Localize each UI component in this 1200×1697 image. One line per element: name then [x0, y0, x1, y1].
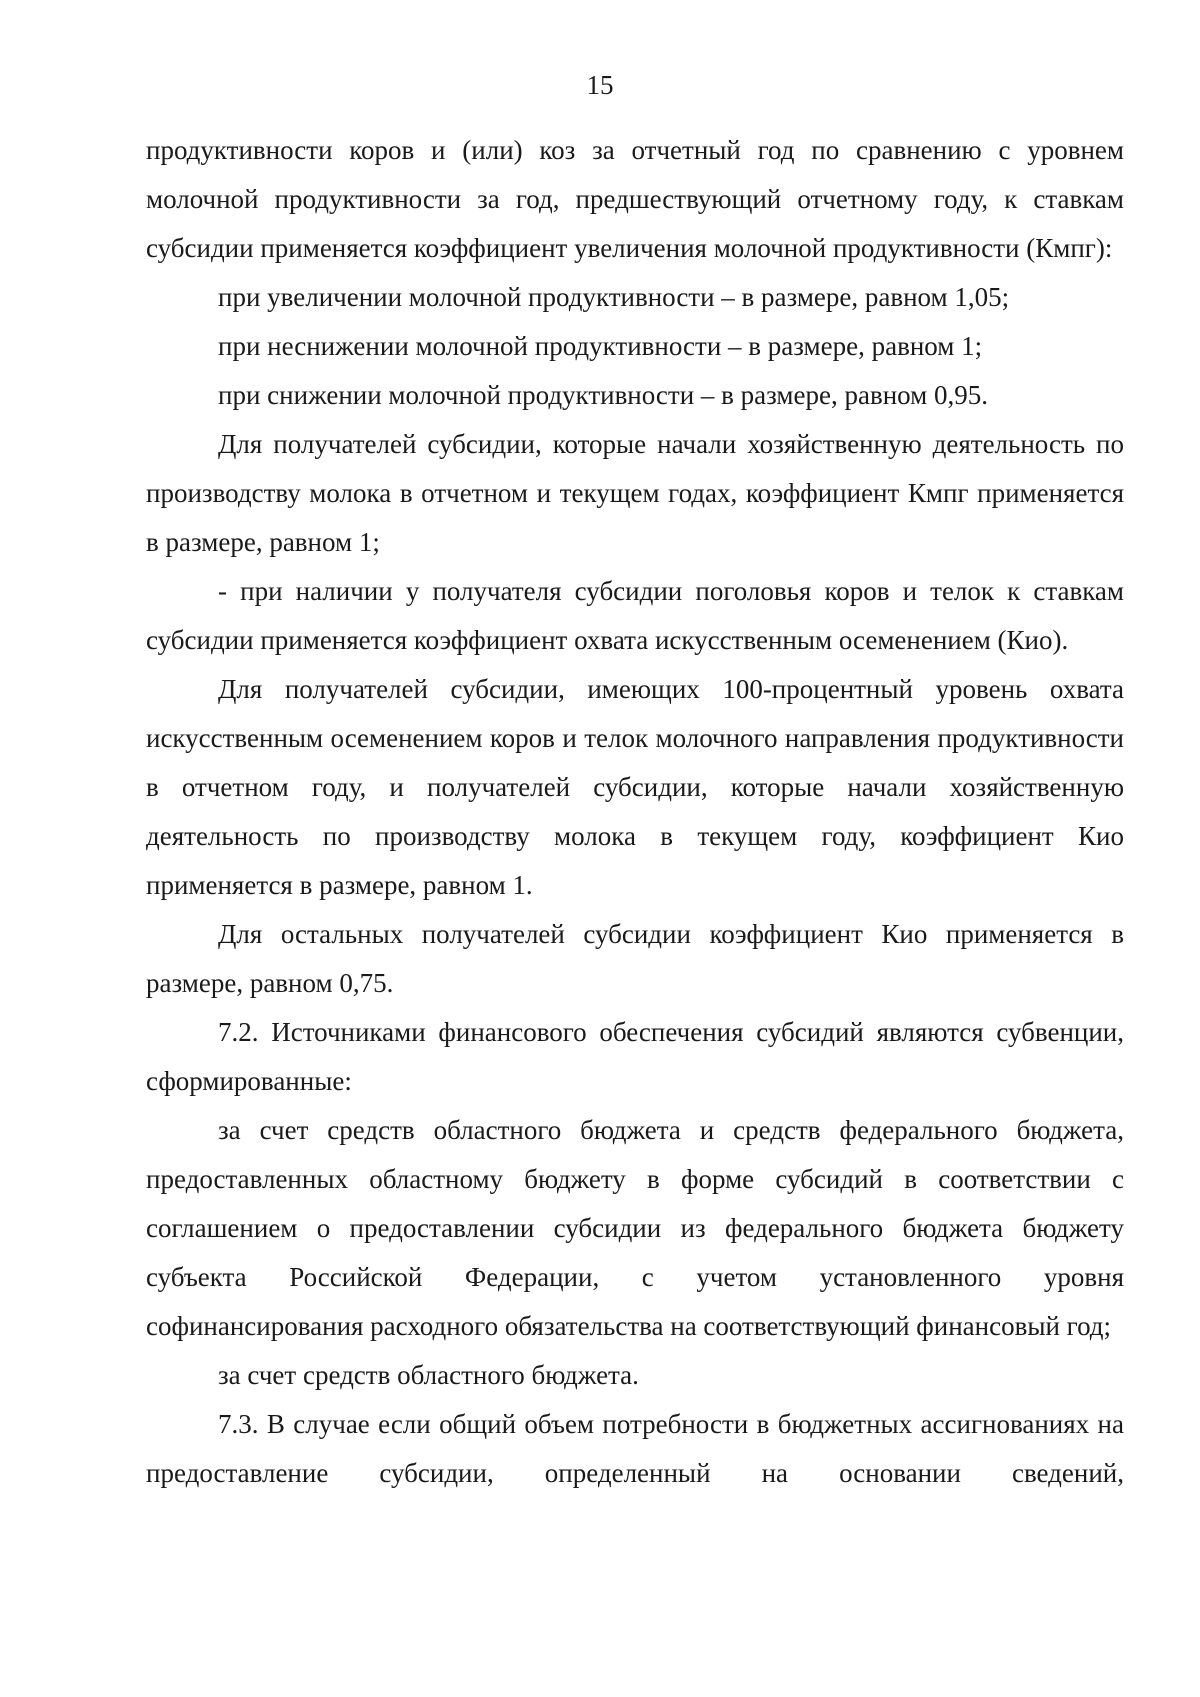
document-body — [146, 126, 1124, 1498]
paragraph-productivity-coefficient: продуктивности коров и (или) коз за отчетный год по сравнению с уровнем молочной продуктивности за год, предшествующий отчетному году, к ставкам субсидии применяется коэффициент увеличения молочной продуктивности (Кмпг): — [146, 135, 1124, 263]
paragraph-federal-budget-source: за счет средств областного бюджета и средств федерального бюджета, предоставленных областному бюджету в форме субсидий в соответствии с соглашением о предоставлении субсидии из федерального бюджета бюджету субъекта Российской Федерации, с учетом установленного уровня софинансирования расходного обязательства на соответствующий финансовый год; — [146, 1115, 1124, 1341]
paragraph-regional-budget-source: за счет средств областного бюджета. — [218, 1360, 639, 1390]
paragraph-kio-coefficient: - при наличии у получателя субсидии поголовья коров и телок к ставкам субсидии применяется коэффициент охвата искусственным осеменением (Кио). — [146, 576, 1124, 655]
paragraph-new-recipients-kmpg: Для получателей субсидии, которые начали хозяйственную деятельность по производству молока в отчетном и текущем годах, коэффициент Кмпг применяется в размере, равном 1; — [146, 429, 1124, 557]
paragraph-decrease: при снижении молочной продуктивности – в размере, равном 0,95. — [218, 380, 988, 410]
paragraph-no-decrease: при неснижении молочной продуктивности – в размере, равном 1; — [218, 331, 983, 361]
paragraph-section-7-2: 7.2. Источниками финансового обеспечения субсидий являются субвенции, сформированные: — [146, 1017, 1124, 1096]
paragraph-full-coverage-kio: Для получателей субсидии, имеющих 100-процентный уровень охвата искусственным осеменением коров и телок молочного направления продуктивности в отчетном году, и получателей субсидии, которые начали хозяйственную деятельность по производству молока в текущем году, коэффициент Кио применяется в размере, равном 1. — [146, 674, 1124, 900]
page-number: 15 — [586, 70, 614, 100]
paragraph-other-recipients-kio: Для остальных получателей субсидии коэффициент Кио применяется в размере, равном 0,75. — [146, 919, 1124, 998]
paragraph-section-7-3: 7.3. В случае если общий объем потребности в бюджетных ассигнованиях на предоставление субсидии, определенный на основании сведений, — [146, 1409, 1124, 1488]
paragraph-increase: при увеличении молочной продуктивности – в размере, равном 1,05; — [218, 282, 1010, 312]
